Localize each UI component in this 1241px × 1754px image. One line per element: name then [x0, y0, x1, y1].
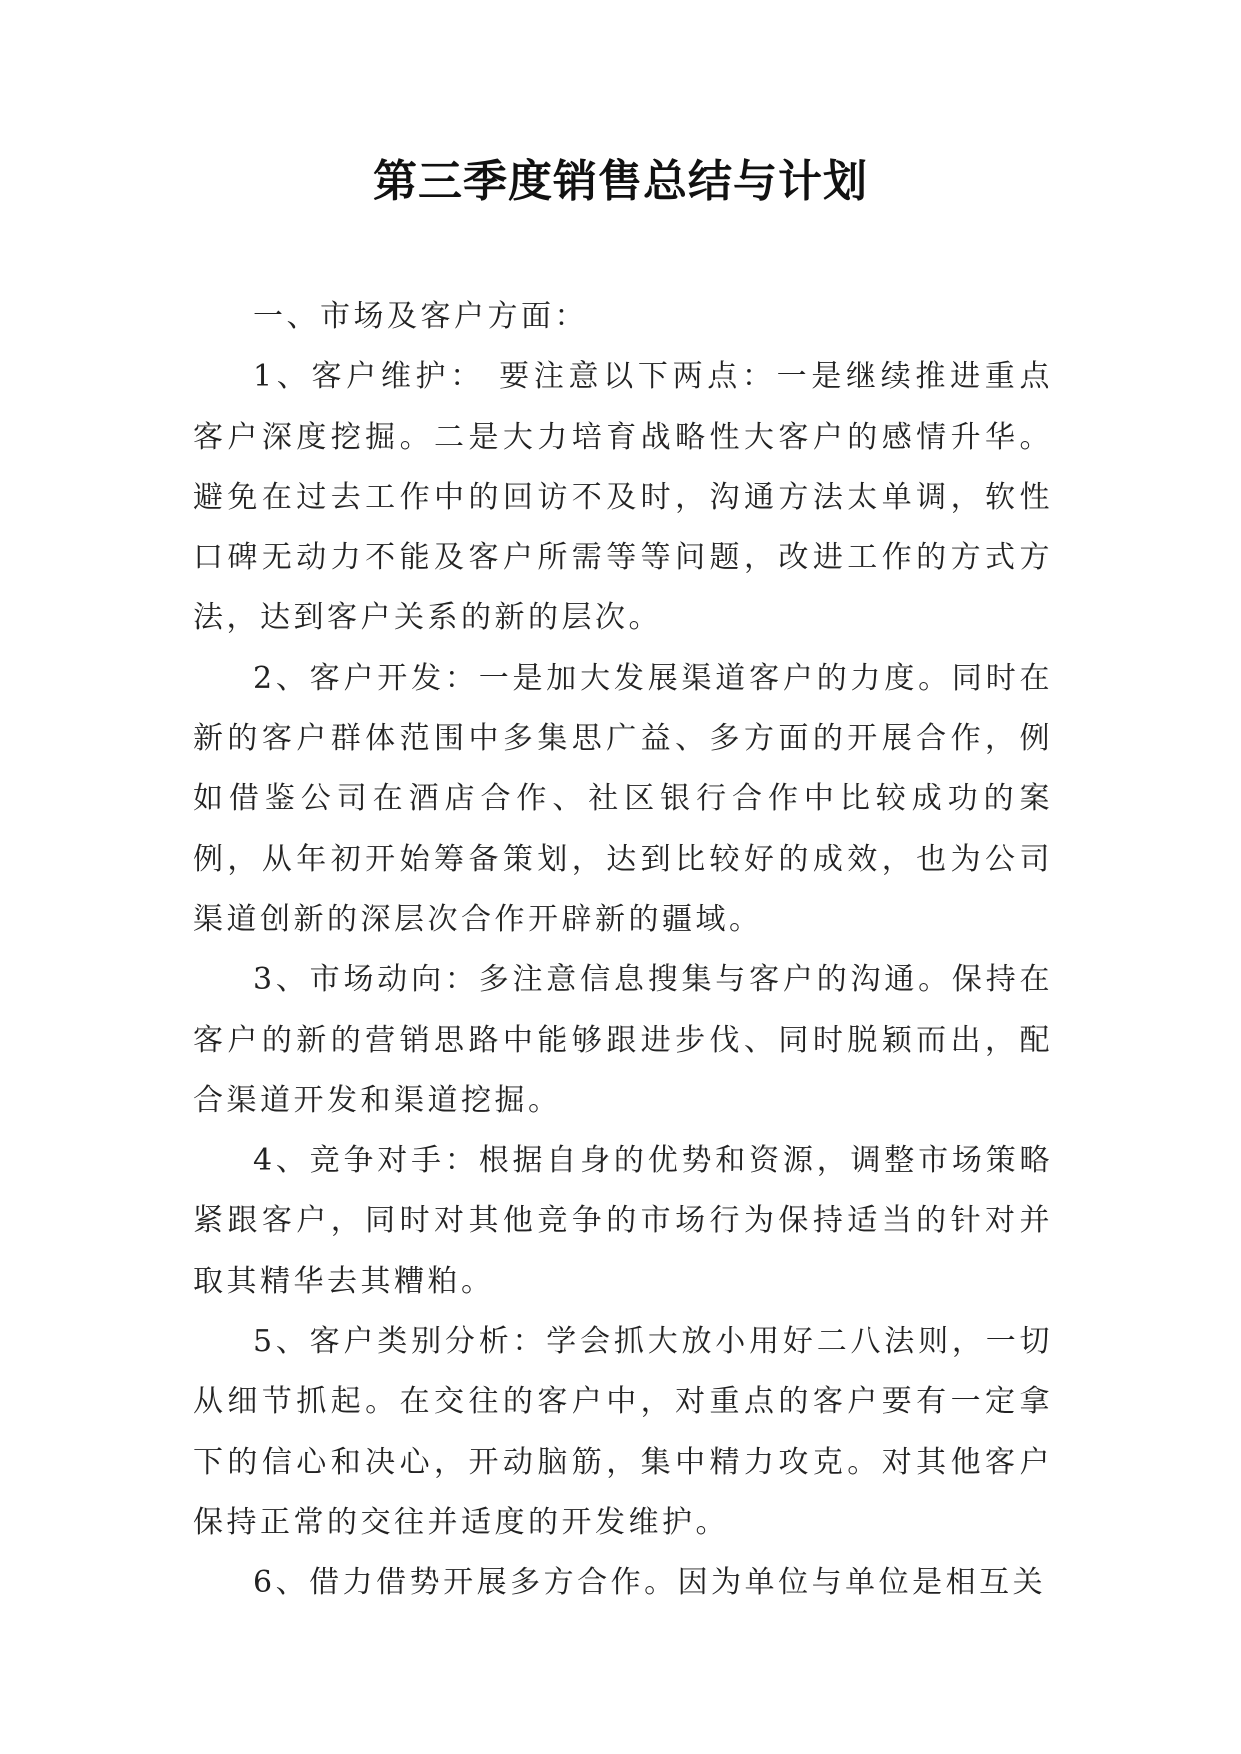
document-title: 第三季度销售总结与计划 — [373, 156, 868, 207]
paragraph-competitors: 4、竞争对手：根据自身的优势和资源，调整市场策略紧跟客户，同时对其他竞争的市场行为保持适当的针对并取其精华去其糟粕。 — [193, 1143, 1053, 1299]
paragraph-customer-maintenance: 1、客户维护： 要注意以下两点：一是继续推进重点客户深度挖掘。二是大力培育战略性大客户的感情升华。 避免在过去工作中的回访不及时，沟通方法太单调，软性口碑无动力不能及客户所需等等问题，改进工作的方式方法，达到客户关系的新的层次。 — [193, 359, 1053, 636]
document-body — [193, 287, 1053, 1614]
section-heading-market-customers: 一、市场及客户方面： — [253, 299, 588, 334]
paragraph-market-trends: 3、市场动向：多注意信息搜集与客户的沟通。保持在客户的新的营销思路中能够跟进步伐、同时脱颖而出，配合渠道开发和渠道挖掘。 — [193, 962, 1053, 1118]
paragraph-cooperation: 6、借力借势开展多方合作。因为单位与单位是相互关 — [253, 1565, 1047, 1601]
paragraph-customer-development: 2、客户开发：一是加大发展渠道客户的力度。同时在新的客户群体范围中多集思广益、多方面的开展合作，例如借鉴公司在酒店合作、社区银行合作中比较成功的案例，从年初开始筹备策划，达到比较好的成效，也为公司渠道创新的深层次合作开辟新的疆域。 — [193, 660, 1053, 937]
paragraph-customer-category-analysis: 5、客户类别分析：学会抓大放小用好二八法则，一切从细节抓起。在交往的客户中，对重点的客户要有一定拿下的信心和决心，开动脑筋，集中精力攻克。对其他客户保持正常的交往并适度的开发维护。 — [193, 1324, 1053, 1540]
